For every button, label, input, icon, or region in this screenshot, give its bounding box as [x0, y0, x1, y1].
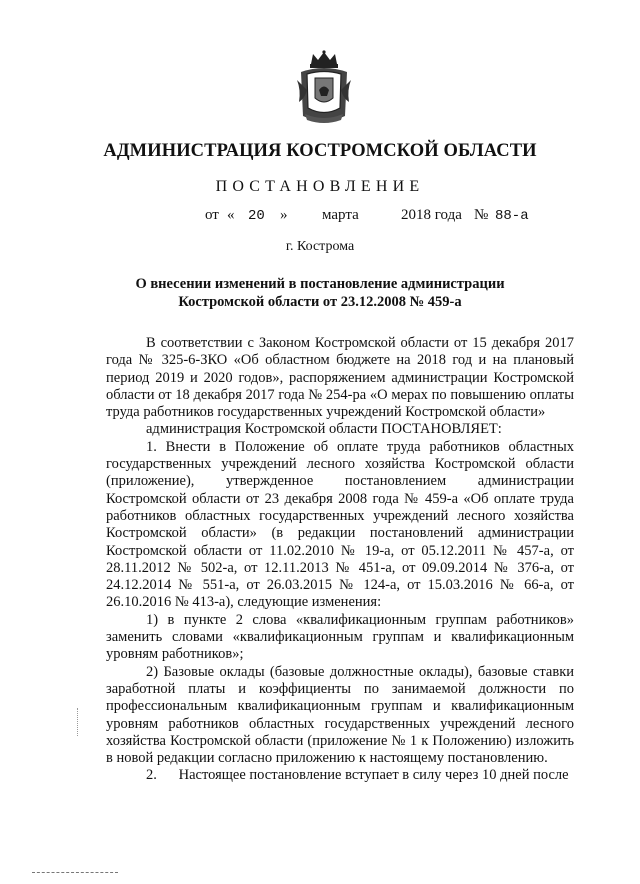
date-day: 20 — [248, 208, 265, 224]
document-number: 88-а — [495, 208, 529, 224]
subitem-2-paragraph: 2) Базовые оклады (базовые должностные оклады), базовые ставки заработной платы и коэффициенты по занимаемой должности по профессиональным квалификационным группам и квалификационным уровням работников областных государственных учреждений лесного хозяйства Костромской области (приложение № 1 к Положению) изложить в новой редакции согласно приложению к настоящему постановлению. — [106, 663, 574, 767]
document-type: ПОСТАНОВЛЕНИЕ — [215, 178, 425, 195]
item-2-paragraph: 2. Настоящее постановление вступает в силу через 10 дней после — [146, 767, 569, 784]
organization-title: АДМИНИСТРАЦИЯ КОСТРОМСКОЙ ОБЛАСТИ — [103, 141, 537, 161]
margin-mark — [77, 708, 80, 736]
item-1-paragraph: 1. Внести в Положение об оплате труда работников областных государственных учреждений лесного хозяйства Костромской области (приложение), утвержденное постановлением администрации Костромской области от 23 декабря 2008 года № 459-а «Об оплате труда работников областных государственных учреждений лесного хозяйства Костромской области» (в редакции постановлений администрации Костромской области от 11.02.2010 № 19-а, от 05.12.2011 № 457-а, от 28.11.2012 № 502-а, от 12.11.2013 № 451-а, от 09.09.2014 № 376-а, от 24.12.2014 № 551-а, от 26.03.2015 № 124-а, от 15.03.2016 № 66-а, от 26.10.2016 № 413-а), следующие изменения: — [106, 438, 574, 611]
city: г. Кострома — [285, 239, 355, 254]
date-prefix: от — [205, 207, 219, 223]
coat-of-arms-emblem — [295, 50, 353, 126]
footer-line — [32, 872, 118, 873]
preamble-paragraph: В соответствии с Законом Костромской области от 15 декабря 2017 года № 325-6-ЗКО «Об областном бюджете на 2018 год и на плановый период 2019 и 2020 годов», распоряжением администрации Костромской области от 18 декабря 2017 года № 254-ра «О мерах по повышению оплаты труда работников государственных учреждений Костромской области» — [106, 335, 574, 421]
date-month: марта — [322, 207, 359, 223]
document-body — [106, 335, 574, 785]
date-year: 2018 года — [401, 207, 462, 223]
number-sign: № — [474, 207, 489, 223]
resolution-paragraph: администрация Костромской области ПОСТАНОВЛЯЕТ: — [146, 421, 502, 438]
date-open-quote: « — [227, 207, 235, 223]
subitem-1-paragraph: 1) в пункте 2 слова «квалификационным группам работников» заменить словами «квалификационным группам и квалификационным уровням работников»; — [106, 611, 574, 663]
document-subject: О внесении изменений в постановление администрации Костромской области от 23.12.2008 № 459-а — [135, 276, 505, 310]
date-close-quote: » — [280, 207, 288, 223]
